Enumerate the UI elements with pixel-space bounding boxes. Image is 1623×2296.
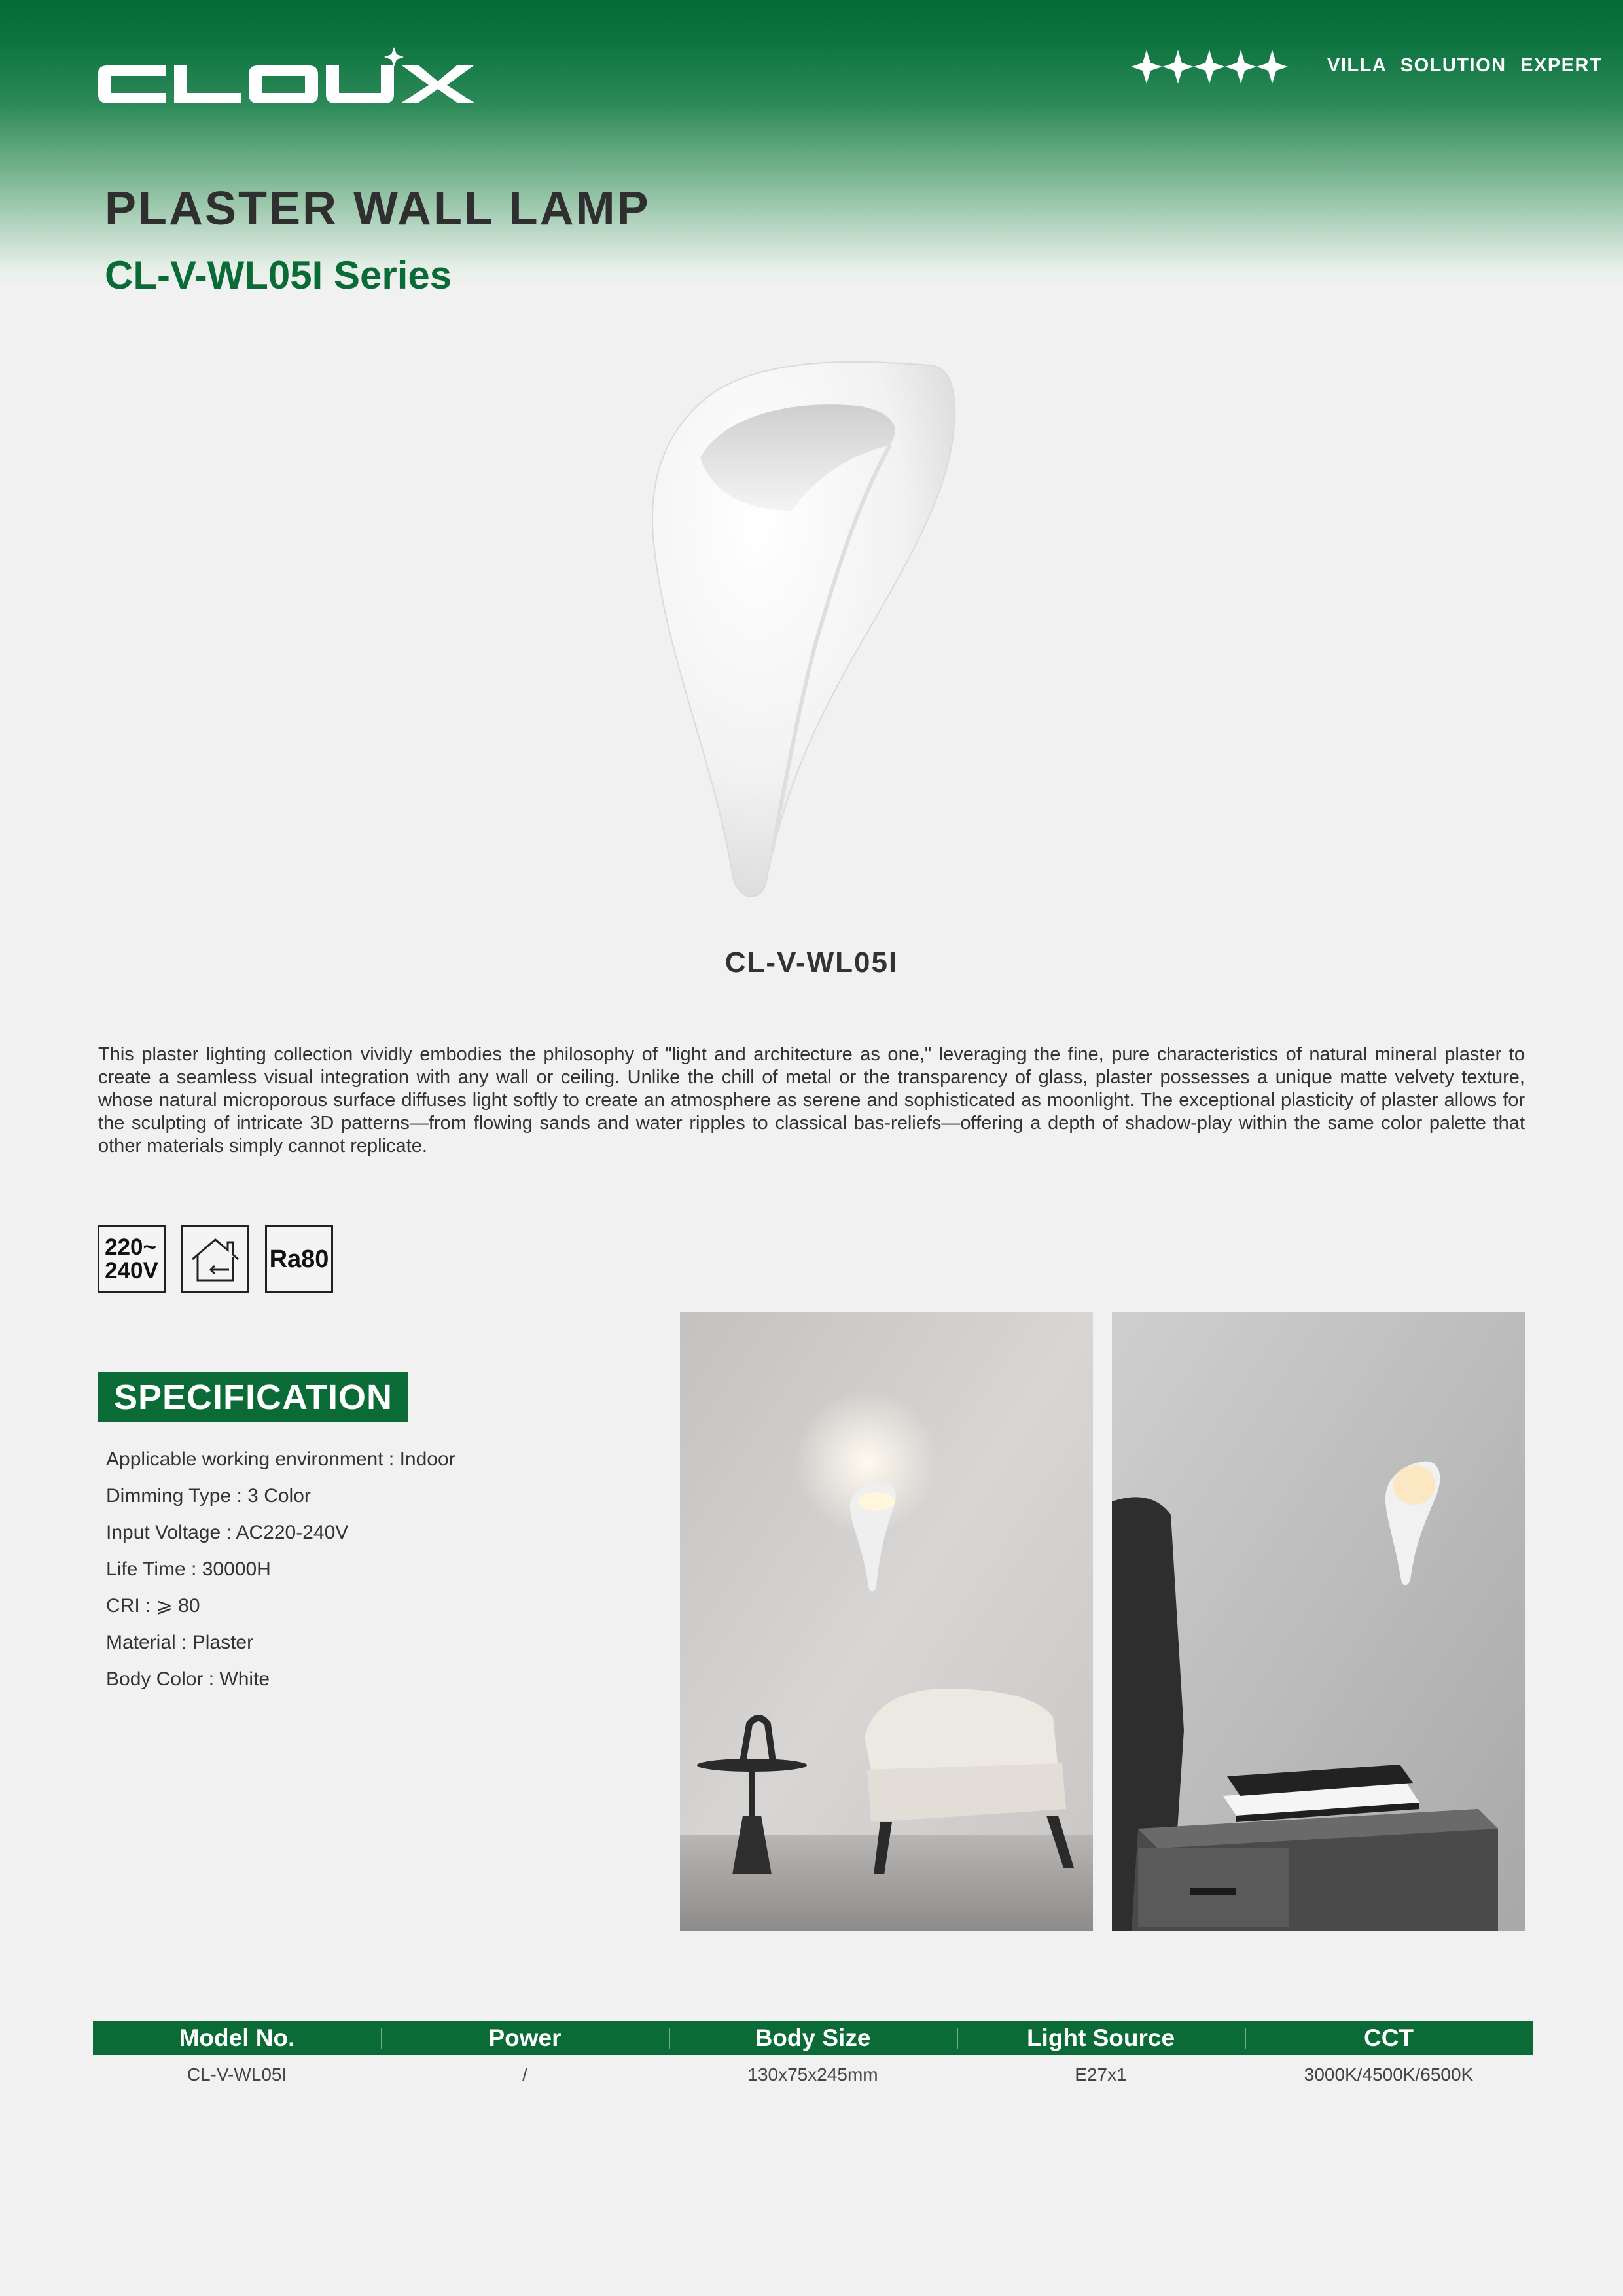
table-header-power: Power [381,2021,669,2055]
page-header [0,0,1623,288]
voltage-badge-line1: 220~ [105,1234,156,1260]
table-cell-model: CL-V-WL05I [187,2064,287,2085]
voltage-badge [98,1225,166,1293]
table-row [93,2062,1533,2088]
spec-item: Dimming Type : 3 Color [106,1485,311,1507]
table-cell-power: / [522,2064,527,2085]
table-cell-light-source: E27x1 [1075,2064,1127,2085]
bedroom-scene-photo [1112,1312,1525,1931]
product-description: This plaster lighting collection vividly embodies the philosophy of "light and architecture as one," leveraging the fine, pure characteristics of natural mineral plaster to create a seamless visual integration with any wall or ceiling. Unlike the chill of metal or the transparency of glass, plaster possesses a unique matte velvety texture, whose natural microporous surface diffuses light softly to create an atmosphere as serene and sophisticated as moonlight. The exceptional plasticity of plaster allows for the sculpting of intricate 3D patterns—from flowing sands and water ripples to classical bas-reliefs—offering a depth of shadow-play within the same color palette that other materials simply cannot replicate. [98,1044,1525,1157]
specification-list [106,1446,455,1703]
cloux-logo [93,47,486,113]
spec-item: Body Color : White [106,1668,270,1690]
table-cell-body-size: 130x75x245mm [747,2064,878,2085]
spec-item: CRI : ⩾ 80 [106,1595,200,1617]
living-room-scene-photo [680,1312,1093,1931]
spec-table-header [93,2021,1533,2055]
spec-item: Applicable working environment : Indoor [106,1448,455,1470]
voltage-badge-line2: 240V [105,1258,158,1283]
tagline: VILLA SOLUTION EXPERT [1327,55,1603,76]
indoor-house-icon [188,1234,242,1284]
table-header-light-source: Light Source [957,2021,1245,2055]
spec-item: Material : Plaster [106,1632,254,1653]
rating-stars-icon [1131,46,1288,88]
page-title: PLASTER WALL LAMP [105,183,651,235]
series-subtitle: CL-V-WL05I Series [105,253,452,297]
table-cell-cct: 3000K/4500K/6500K [1304,2064,1474,2085]
spec-item: Life Time : 30000H [106,1558,271,1580]
indoor-badge [181,1225,249,1293]
table-header-model: Model No. [179,2024,295,2051]
table-header-body-size: Body Size [669,2021,957,2055]
product-lamp-image [641,353,982,903]
spec-item: Input Voltage : AC220-240V [106,1522,349,1543]
cri-badge: Ra80 [265,1225,333,1293]
product-model-caption: CL-V-WL05I [724,946,899,978]
specification-title: SPECIFICATION [98,1372,408,1422]
table-header-cct: CCT [1245,2021,1533,2055]
